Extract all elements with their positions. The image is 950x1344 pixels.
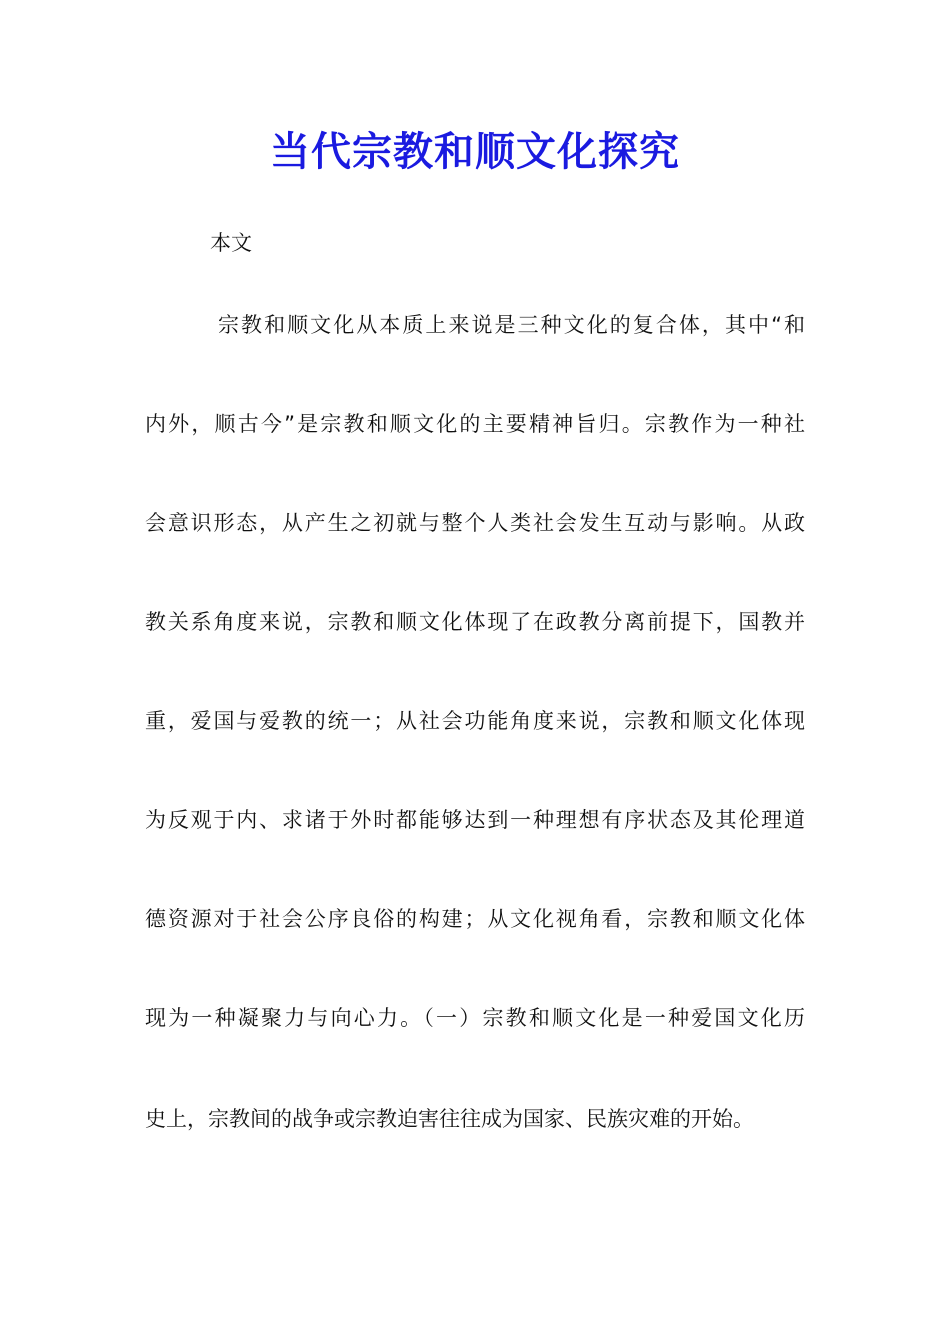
- paragraph-line-8: 现为一种凝聚力与向心力。（一）宗教和顺文化是一种爱国文化历: [145, 1006, 805, 1030]
- section-label: 本文: [210, 231, 252, 255]
- paragraph-line-1: 宗教和顺文化从本质上来说是三种文化的复合体，其中“和: [218, 313, 805, 337]
- paragraph-line-7: 德资源对于社会公序良俗的构建；从文化视角看，宗教和顺文化体: [145, 907, 805, 931]
- paragraph-line-9: 史上，宗教间的战争或宗教迫害往往成为国家、民族灾难的开始。: [145, 1107, 754, 1131]
- paragraph-line-2: 内外，顺古今”是宗教和顺文化的主要精神旨归。宗教作为一种社: [145, 412, 805, 436]
- paragraph-line-5: 重，爱国与爱教的统一；从社会功能角度来说，宗教和顺文化体现: [145, 709, 805, 733]
- document-title: 当代宗教和顺文化探究: [270, 128, 680, 175]
- paragraph-line-4: 教关系角度来说，宗教和顺文化体现了在政教分离前提下，国教并: [145, 610, 805, 634]
- paragraph-line-6: 为反观于内、求诸于外时都能够达到一种理想有序状态及其伦理道: [145, 808, 805, 832]
- paragraph-line-3: 会意识形态，从产生之初就与整个人类社会发生互动与影响。从政: [145, 511, 805, 535]
